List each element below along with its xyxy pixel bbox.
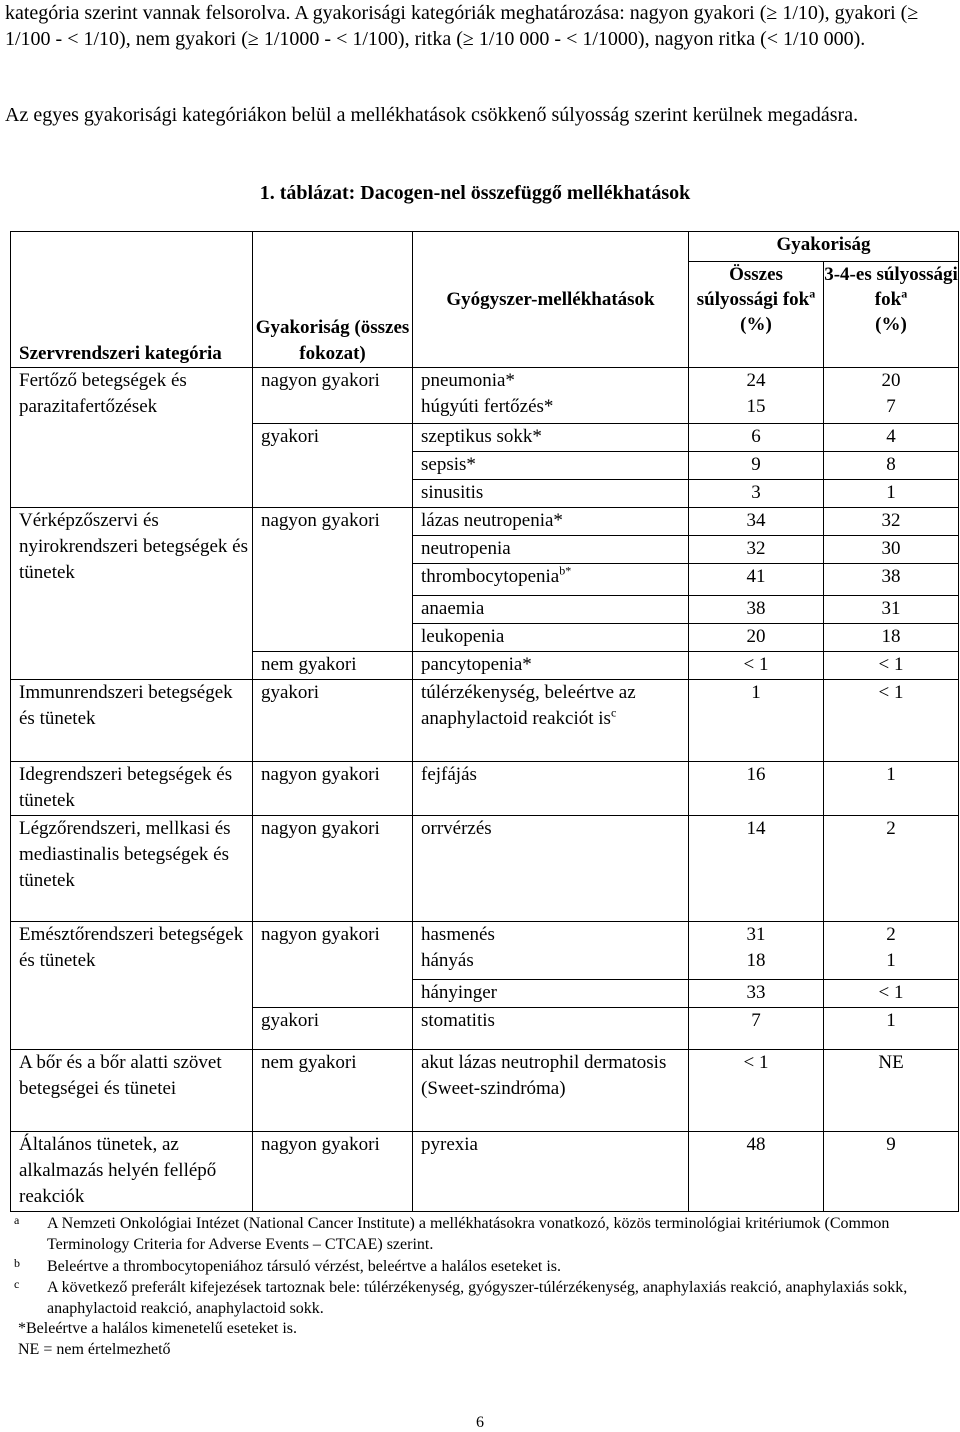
footnote-c-mark: c [14, 1277, 20, 1291]
value: 31 [746, 924, 766, 945]
grade-3-4-cell: 4 [824, 424, 959, 452]
header-all-grades-unit: (%) [740, 314, 772, 335]
adverse-cell: orrvérzés [413, 816, 689, 922]
table-row [11, 816, 959, 922]
grade-3-4-cell: < 1 [824, 652, 959, 680]
header-grade-3-4-label: 3-4-es súlyossági fok [824, 264, 958, 310]
grade-3-4-cell: 32 [824, 508, 959, 536]
header-frequency-group: Gyakoriság [689, 232, 959, 262]
category-cell: Fertőző betegségek és parazitafertőzések [11, 368, 253, 508]
all-grades-cell: 6 [689, 424, 824, 452]
adverse-cell [413, 564, 689, 596]
category-cell: Általános tünetek, az alkalmazás helyén fellépő reakciók [11, 1132, 253, 1212]
adverse-item: hányás [421, 950, 474, 971]
value: 20 [881, 370, 901, 391]
frequency-cell: gyakori [253, 680, 413, 762]
all-grades-cell [689, 922, 824, 980]
all-grades-cell: 20 [689, 624, 824, 652]
table-row [11, 762, 959, 816]
footnote-ne: NE = nem értelmezhető [18, 1341, 171, 1358]
grade-3-4-cell: 1 [824, 1008, 959, 1050]
all-grades-cell: 32 [689, 536, 824, 564]
grade-3-4-cell: 1 [824, 762, 959, 816]
grade-3-4-cell: 9 [824, 1132, 959, 1212]
header-frequency: Gyakoriság (összes fokozat) [253, 232, 413, 368]
header-adverse-reactions: Gyógyszer-mellékhatások [413, 232, 689, 368]
grade-3-4-cell: 2 [824, 816, 959, 922]
grade-3-4-cell: 1 [824, 480, 959, 508]
category-cell: Idegrendszeri betegségek és tünetek [11, 762, 253, 816]
adverse-cell: pancytopenia* [413, 652, 689, 680]
frequency-cell: nagyon gyakori [253, 508, 413, 652]
frequency-cell: nem gyakori [253, 652, 413, 680]
table-caption [0, 182, 960, 205]
value: 1 [886, 950, 896, 971]
grade-3-4-cell: 30 [824, 536, 959, 564]
all-grades-cell: 38 [689, 596, 824, 624]
table-caption-text: 1. táblázat: Dacogen-nel összefüggő mellékhatások [259, 182, 691, 204]
value: 7 [886, 396, 896, 417]
grade-3-4-cell: 38 [824, 564, 959, 596]
all-grades-cell: 1 [689, 680, 824, 762]
footnote-star: *Beleértve a halálos kimenetelű eseteket is. [18, 1320, 297, 1337]
category-cell: Emésztőrendszeri betegségek és tünetek [11, 922, 253, 1050]
adverse-item: hasmenés [421, 924, 495, 945]
table-row [11, 508, 959, 536]
frequency-cell: nagyon gyakori [253, 368, 413, 424]
table-row [11, 368, 959, 424]
adverse-cell: hányinger [413, 980, 689, 1008]
grade-3-4-cell: < 1 [824, 680, 959, 762]
frequency-cell: gyakori [253, 1008, 413, 1050]
adverse-reactions-table [10, 231, 959, 1212]
adverse-cell: lázas neutropenia* [413, 508, 689, 536]
grade-3-4-cell: < 1 [824, 980, 959, 1008]
adverse-cell: akut lázas neutrophil dermatosis (Sweet-szindróma) [413, 1050, 689, 1132]
frequency-cell: nagyon gyakori [253, 762, 413, 816]
header-all-grades [689, 262, 824, 368]
adverse-cell: neutropenia [413, 536, 689, 564]
intro-paragraph-1: kategória szerint vannak felsorolva. A gyakorisági kategóriák meghatározása: nagyon gyakori (≥ 1/10), gyakori (≥ 1/100 - < 1/10), nem gyakori (≥ 1/1000 - < 1/100), ritka (≥ 1/10 000 - < 1/1000), nagyon ritka (< 1/10 000). [5, 2, 919, 50]
category-cell: Vérképzőszervi és nyirokrendszeri betegségek és tünetek [11, 508, 253, 680]
intro-paragraph-2: Az egyes gyakorisági kategóriákon belül a mellékhatások csökkenő súlyosság szerint kerülnek megadásra. [5, 104, 859, 126]
table-row [11, 1050, 959, 1132]
all-grades-cell: 34 [689, 508, 824, 536]
all-grades-cell: 16 [689, 762, 824, 816]
footnote-a-mark: a [14, 1213, 20, 1227]
header-grade-3-4-unit: (%) [875, 314, 907, 335]
page-number: 6 [476, 1414, 484, 1431]
adverse-cell: fejfájás [413, 762, 689, 816]
all-grades-cell: 41 [689, 564, 824, 596]
value: 2 [886, 924, 896, 945]
table-row [11, 680, 959, 762]
adverse-cell: szeptikus sokk* [413, 424, 689, 452]
category-cell: Légzőrendszeri, mellkasi és mediastinalis betegségek és tünetek [11, 816, 253, 922]
category-cell: A bőr és a bőr alatti szövet betegségei és tünetei [11, 1050, 253, 1132]
grade-3-4-cell: 31 [824, 596, 959, 624]
footnote-b-text: Beleértve a thrombocytopeniához társuló vérzést, beleértve a halálos eseteket is. [47, 1258, 562, 1275]
frequency-cell: nagyon gyakori [253, 816, 413, 922]
grade-3-4-cell: 18 [824, 624, 959, 652]
all-grades-cell: 33 [689, 980, 824, 1008]
table-row [11, 922, 959, 980]
adverse-cell: anaemia [413, 596, 689, 624]
adverse-cell: stomatitis [413, 1008, 689, 1050]
all-grades-cell: < 1 [689, 1050, 824, 1132]
adverse-cell: sepsis* [413, 452, 689, 480]
grade-3-4-cell [824, 368, 959, 424]
frequency-cell: nagyon gyakori [253, 1132, 413, 1212]
adverse-cell: sinusitis [413, 480, 689, 508]
grade-3-4-cell: 8 [824, 452, 959, 480]
all-grades-cell: 7 [689, 1008, 824, 1050]
all-grades-cell: 48 [689, 1132, 824, 1212]
footnote-ref-a: a [901, 286, 908, 301]
adverse-cell: leukopenia [413, 624, 689, 652]
adverse-item: pneumonia* [421, 370, 515, 391]
grade-3-4-cell: NE [824, 1050, 959, 1132]
footnote-a-text: A Nemzeti Onkológiai Intézet (National Cancer Institute) a mellékhatásokra vonatkozó, közös terminológiai kritériumok (Common Terminology Criteria for Adverse Events – CTCAE) szerint. [47, 1215, 890, 1253]
footnote-ref-c: c [610, 705, 617, 720]
adverse-item: thrombocytopenia [421, 566, 560, 587]
all-grades-cell: 3 [689, 480, 824, 508]
all-grades-cell: 14 [689, 816, 824, 922]
value: 15 [746, 396, 766, 417]
adverse-item: túlérzékenység, beleértve az anaphylactoid reakciót is [421, 682, 636, 729]
footnote-ref-b: b* [559, 563, 572, 578]
footnote-c-text: A következő preferált kifejezések tartoznak bele: túlérzékenység, gyógyszer-túlérzékenység, anaphylaxiás reakció, anaphylaxiás sokk, anaphylactoid reakció, anaphylactoid sokk. [47, 1279, 908, 1317]
header-grade-3-4 [824, 262, 959, 368]
value: 18 [746, 950, 766, 971]
all-grades-cell: < 1 [689, 652, 824, 680]
adverse-cell [413, 680, 689, 762]
adverse-cell: pyrexia [413, 1132, 689, 1212]
table-row [11, 1132, 959, 1212]
footnote-ref-a: a [809, 286, 816, 301]
frequency-cell: nem gyakori [253, 1050, 413, 1132]
value: 24 [746, 370, 766, 391]
all-grades-cell [689, 368, 824, 424]
category-cell: Immunrendszeri betegségek és tünetek [11, 680, 253, 762]
adverse-cell [413, 368, 689, 424]
header-category: Szervrendszeri kategória [11, 232, 253, 368]
frequency-cell: gyakori [253, 424, 413, 508]
frequency-cell: nagyon gyakori [253, 922, 413, 1008]
adverse-cell [413, 922, 689, 980]
footnote-b-mark: b [14, 1256, 20, 1270]
header-all-grades-label: Összes súlyossági fok [696, 264, 810, 310]
all-grades-cell: 9 [689, 452, 824, 480]
adverse-item: húgyúti fertőzés* [421, 396, 554, 417]
grade-3-4-cell [824, 922, 959, 980]
